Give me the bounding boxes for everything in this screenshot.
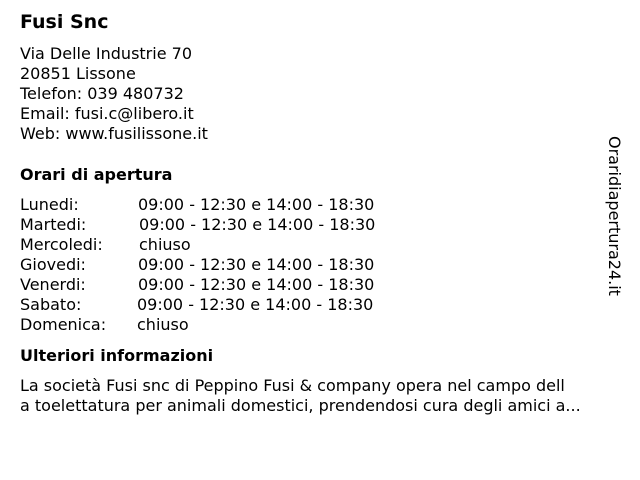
- phone-line[interactable]: Telefon: 039 480732: [20, 84, 184, 103]
- opening-hours-table: [20, 195, 620, 335]
- day-label: Giovedi:: [20, 255, 86, 274]
- hours-value: 09:00 - 12:30 e 14:00 - 18:30: [137, 295, 374, 314]
- hours-row-sunday: [20, 315, 620, 335]
- more-info-line-2: a toelettatura per animali domestici, prendendosi cura degli amici a...: [20, 396, 581, 415]
- opening-hours-heading: Orari di apertura: [20, 165, 173, 184]
- hours-value: 09:00 - 12:30 e 14:00 - 18:30: [138, 195, 375, 214]
- day-label: Domenica:: [20, 315, 107, 334]
- hours-row-monday: [20, 195, 620, 215]
- email-line[interactable]: Email: fusi.c@libero.it: [20, 104, 194, 123]
- hours-value: 09:00 - 12:30 e 14:00 - 18:30: [138, 255, 375, 274]
- business-card: [20, 10, 620, 416]
- hours-row-thursday: [20, 255, 620, 275]
- day-label: Sabato:: [20, 295, 82, 314]
- day-label: Venerdi:: [20, 275, 86, 294]
- hours-value: chiuso: [137, 315, 189, 334]
- more-info-heading: Ulteriori informazioni: [20, 346, 214, 365]
- day-label: Lunedi:: [20, 195, 79, 214]
- hours-value: chiuso: [139, 235, 191, 254]
- more-info-line-1: La società Fusi snc di Peppino Fusi & company opera nel campo dell: [20, 376, 565, 395]
- web-line[interactable]: Web: www.fusilissone.it: [20, 124, 208, 143]
- hours-row-tuesday: [20, 215, 620, 235]
- side-brand-watermark[interactable]: Oraridiapertura24.it: [605, 136, 624, 296]
- hours-value: 09:00 - 12:30 e 14:00 - 18:30: [139, 215, 376, 234]
- business-name: Fusi Snc: [20, 11, 109, 33]
- day-label: Martedi:: [20, 215, 87, 234]
- hours-row-saturday: [20, 295, 620, 315]
- address-city: 20851 Lissone: [20, 64, 136, 83]
- hours-value: 09:00 - 12:30 e 14:00 - 18:30: [138, 275, 375, 294]
- hours-row-wednesday: [20, 235, 620, 255]
- hours-row-friday: [20, 275, 620, 295]
- address-street: Via Delle Industrie 70: [20, 44, 192, 63]
- day-label: Mercoledi:: [20, 235, 103, 254]
- more-info-text: [20, 376, 630, 416]
